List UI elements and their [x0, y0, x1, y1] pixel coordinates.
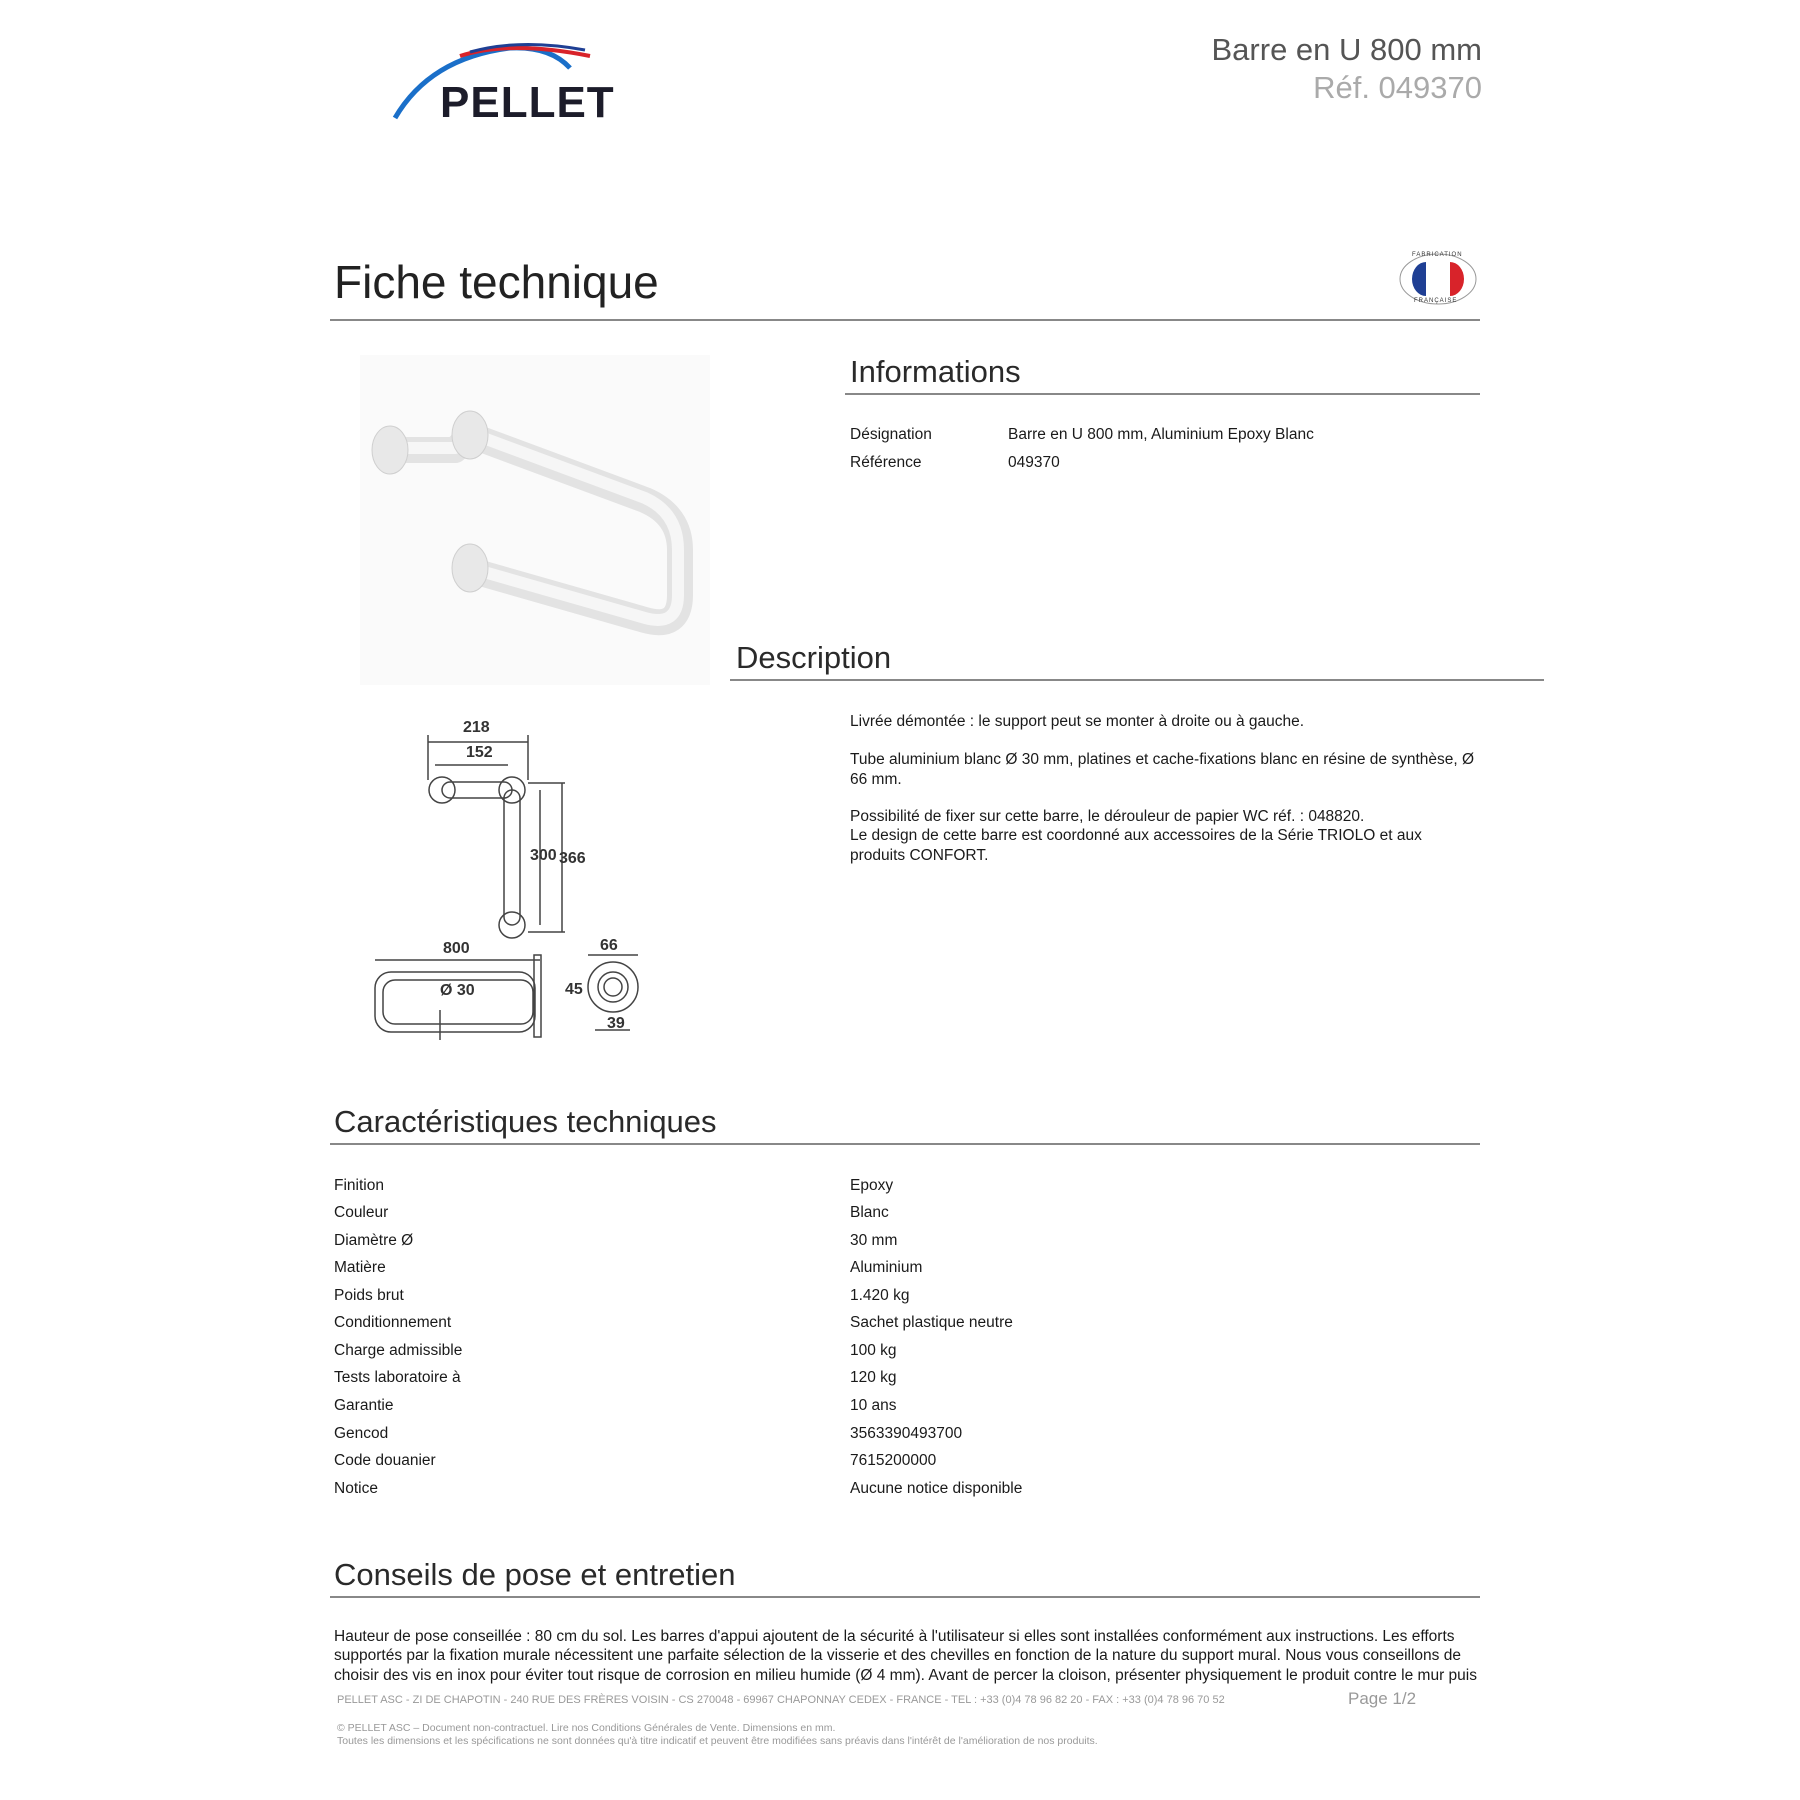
conseils-text: Hauteur de pose conseillée : 80 cm du sol. Les barres d'appui ajoutent de la sécurité à l'utilisateur si elles sont installées conformément aux instructions. Les efforts supportés par la fixation murale nécessitent une parfaite sélection de la visserie et des chevilles en fonction de la nature du support mural. Nous vous conseillons de choisir des vis en inox pour éviter tout risque de corrosion en milieu humide (Ø 4 mm). Avant de percer la cloison, présenter physiquement le produit contre le mur puis: [334, 1628, 1477, 1684]
dim-366: 366: [559, 850, 586, 867]
info-label: Désignation: [850, 426, 932, 443]
spec-row: [334, 1177, 1474, 1205]
spec-row: [334, 1342, 1474, 1370]
description-title: Description: [736, 640, 892, 675]
spec-label: Charge admissible: [334, 1342, 463, 1359]
info-row-designation: [850, 426, 1490, 454]
dim-45: 45: [565, 981, 583, 998]
info-value: Barre en U 800 mm, Aluminium Epoxy Blanc: [1008, 426, 1314, 443]
spec-value: 100 kg: [850, 1342, 897, 1359]
spec-label: Finition: [334, 1177, 384, 1194]
spec-label: Code douanier: [334, 1452, 436, 1469]
spec-value: Aucune notice disponible: [850, 1480, 1023, 1497]
info-row-reference: [850, 454, 1490, 482]
spec-row: [334, 1425, 1474, 1453]
pellet-logo: [390, 38, 660, 138]
dim-300: 300: [530, 847, 557, 864]
spec-row: [334, 1480, 1474, 1508]
footer-legal-line: Toutes les dimensions et les spécifications ne sont données qu'à titre indicatif et peuvent être modifiées sans préavis dans l'intérêt de l'amélioration de nos produits.: [337, 1735, 1098, 1747]
fabrication-francaise-badge: [1398, 252, 1478, 306]
caracteristiques-title: Caractéristiques techniques: [334, 1104, 717, 1139]
spec-value: 120 kg: [850, 1369, 897, 1386]
dim-218: 218: [463, 719, 490, 736]
description-paragraph: Livrée démontée : le support peut se monter à droite ou à gauche.: [850, 713, 1305, 730]
spec-row: [334, 1452, 1474, 1480]
dim-39: 39: [607, 1015, 625, 1032]
spec-label: Notice: [334, 1480, 378, 1497]
technical-drawing: [360, 710, 660, 1040]
product-reference: Réf. 049370: [1313, 70, 1482, 105]
page-number: Page 1/2: [1348, 1689, 1417, 1708]
dim-152: 152: [466, 744, 493, 761]
description-paragraph: Possibilité de fixer sur cette barre, le dérouleur de papier WC réf. : 048820.: [850, 808, 1365, 825]
spec-row: [334, 1314, 1474, 1342]
spec-label: Poids brut: [334, 1287, 404, 1304]
spec-value: 3563390493700: [850, 1425, 963, 1442]
logo-wordmark: PELLET: [440, 78, 615, 127]
spec-value: Sachet plastique neutre: [850, 1314, 1013, 1331]
conseils-divider: [330, 1596, 1480, 1598]
caracteristiques-divider: [330, 1143, 1480, 1145]
spec-label: Gencod: [334, 1425, 389, 1442]
footer-legal: [337, 1722, 1098, 1748]
spec-value: Aluminium: [850, 1259, 923, 1276]
spec-row: [334, 1287, 1474, 1315]
badge-bottom-text: FRANÇAISE: [1414, 298, 1458, 304]
spec-row: [334, 1232, 1474, 1260]
spec-label: Couleur: [334, 1204, 389, 1221]
badge-top-text: FABRICATION: [1412, 252, 1463, 258]
informations-title: Informations: [850, 354, 1021, 389]
spec-row: [334, 1204, 1474, 1232]
conseils-title: Conseils de pose et entretien: [334, 1557, 736, 1592]
spec-value: 10 ans: [850, 1397, 897, 1414]
dim-800: 800: [443, 940, 470, 957]
spec-label: Garantie: [334, 1397, 394, 1414]
dim-diameter-30: Ø 30: [440, 982, 475, 999]
informations-divider: [845, 393, 1480, 395]
dim-66: 66: [600, 937, 618, 954]
title-divider: [330, 319, 1480, 321]
spec-value: Epoxy: [850, 1177, 894, 1194]
spec-label: Matière: [334, 1259, 386, 1276]
spec-label: Conditionnement: [334, 1314, 452, 1331]
spec-value: 1.420 kg: [850, 1287, 910, 1304]
spec-value: 30 mm: [850, 1232, 898, 1249]
spec-value: 7615200000: [850, 1452, 937, 1469]
spec-label: Tests laboratoire à: [334, 1369, 461, 1386]
footer-legal-line: © PELLET ASC – Document non-contractuel. Lire nos Conditions Générales de Vente. Dimensions en mm.: [337, 1722, 836, 1734]
footer-address: PELLET ASC - ZI DE CHAPOTIN - 240 RUE DES FRÈRES VOISIN - CS 270048 - 69967 CHAPONNAY CEDEX - FRANCE - TEL : +33 (0)4 78 96 82 20 - FAX : +33 (0)4 78 96 70 52: [337, 1694, 1225, 1706]
description-paragraph: Le design de cette barre est coordonné aux accessoires de la Série TRIOLO et aux produits CONFORT.: [850, 827, 1422, 864]
spec-row: [334, 1259, 1474, 1287]
spec-value: Blanc: [850, 1204, 889, 1221]
spec-row: [334, 1369, 1474, 1397]
page-title: Fiche technique: [334, 256, 659, 308]
description-divider: [730, 679, 1544, 681]
info-label: Référence: [850, 454, 922, 471]
product-photo: [360, 355, 710, 685]
info-value: 049370: [1008, 454, 1060, 471]
product-title: Barre en U 800 mm: [1211, 32, 1482, 67]
description-paragraph: Tube aluminium blanc Ø 30 mm, platines et cache-fixations blanc en résine de synthèse, Ø 66 mm.: [850, 751, 1475, 788]
spec-label: Diamètre Ø: [334, 1232, 414, 1249]
spec-row: [334, 1397, 1474, 1425]
